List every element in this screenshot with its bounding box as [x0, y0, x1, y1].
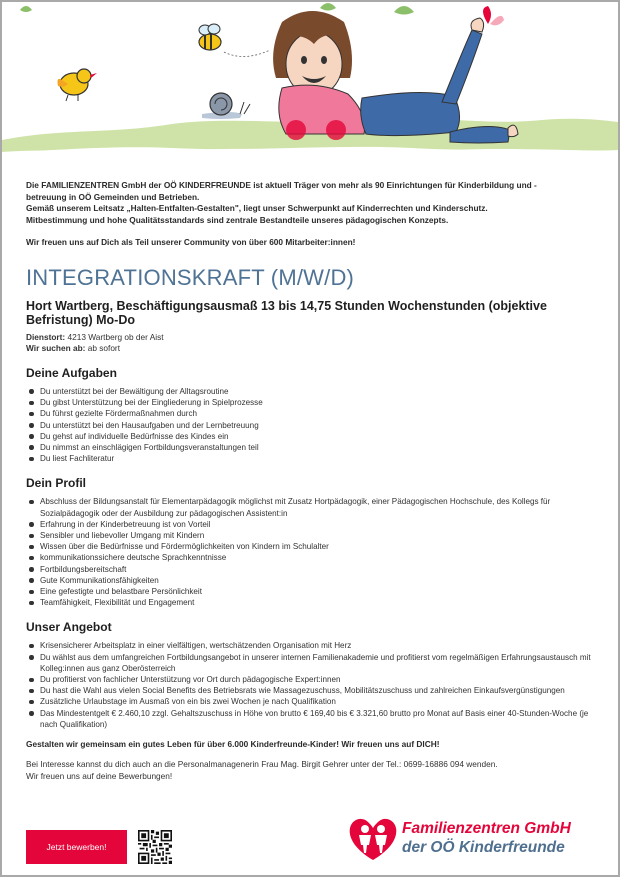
list-item: Krisensicherer Arbeitsplatz in einer vielfältigen, wertschätzenden Organisation mit Herz	[40, 640, 596, 651]
tasks-list	[26, 386, 596, 464]
location-label: Dienstort:	[26, 331, 66, 342]
list-item: Eine gefestigte und belastbare Persönlichkeit	[40, 586, 596, 597]
job-subtitle: Hort Wartberg, Beschäftigungsausmaß 13 bis 14,75 Stunden Wochenstunden (objektive Befristung) Mo-Do	[26, 298, 547, 327]
company-logo	[348, 816, 598, 862]
list-item: Zusätzliche Urlaubstage im Ausmaß von ein bis zwei Wochen je nach Qualifikation	[40, 696, 596, 707]
list-item: Abschluss der Bildungsanstalt für Elementarpädagogik möglichst mit Zusatz Hortpädagogik, einer Pädagogischen Hochschule, des Kollegs für Sozialpädagogik oder der Ausbildung zur pädagogischen Assistent:in	[40, 496, 596, 518]
list-item: Du gibst Unterstützung bei der Eingliederung in Spielprozesse	[40, 397, 596, 408]
profile-list	[26, 496, 596, 608]
list-item: Teamfähigkeit, Flexibilität und Engagement	[40, 597, 596, 608]
intro-text	[26, 180, 596, 226]
profile-heading: Dein Profil	[26, 476, 87, 491]
logo-text-line2: der OÖ Kinderfreunde	[402, 839, 565, 856]
leaf-top-left	[20, 6, 32, 12]
list-item: Erfahrung in der Kinderbetreuung ist von Vorteil	[40, 519, 596, 530]
contact-text	[26, 759, 596, 782]
family-logo-icon	[348, 816, 398, 862]
start-label: Wir suchen ab:	[26, 342, 86, 353]
list-item: Du führst gezielte Fördermaßnahmen durch	[40, 408, 596, 419]
list-item: Das Mindestentgelt € 2.460,10 zzgl. Gehaltszuschuss in Höhe von brutto € 169,40 bis € 3.321,60 brutto pro Monat auf Basis einer 40-Stunden-Woche (je nach Qualifikation)	[40, 708, 596, 730]
job-location	[26, 332, 596, 343]
apply-button[interactable]: Jetzt bewerben!	[26, 830, 127, 864]
list-item: Gute Kommunikationsfähigkeiten	[40, 575, 596, 586]
list-item: Du unterstützt bei den Hausaufgaben und der Lernbetreuung	[40, 420, 596, 431]
hero-illustration	[2, 2, 618, 170]
list-item: Wissen über die Bedürfnisse und Fördermöglichkeiten von Kindern im Schulalter	[40, 541, 596, 552]
intro-line: Die FAMILIENZENTREN GmbH der OÖ KINDERFREUNDE ist aktuell Träger von mehr als 90 Einrichtungen für Kinderbildung und -	[26, 180, 537, 190]
job-start	[26, 343, 596, 354]
list-item: Du nimmst an einschlägigen Fortbildungsveranstaltungen teil	[40, 442, 596, 453]
leaf-top-mid	[320, 3, 336, 11]
offer-list	[26, 640, 596, 730]
intro-line: Gemäß unserem Leitsatz „Halten-Entfalten-Gestalten", liegt unser Schwerpunkt auf Kinderrechten und Kinderschutz.	[26, 203, 488, 214]
leaf-top-right	[394, 6, 414, 15]
list-item: kommunikationssichere deutsche Sprachkenntnisse	[40, 552, 596, 563]
bird-icon	[58, 69, 98, 101]
job-title: INTEGRATIONSKRAFT (M/W/D)	[26, 264, 355, 290]
list-item: Sensibler und liebevoller Umgang mit Kindern	[40, 530, 596, 541]
butterfly-icon	[483, 6, 504, 25]
snail-icon	[202, 93, 250, 119]
main-content	[26, 180, 596, 782]
community-text: Wir freuen uns auf Dich als Teil unserer Community von über 600 Mitarbeiter:innen!	[26, 237, 356, 248]
intro-line: betreuung in OÖ Gemeinden und Betrieben.	[26, 191, 200, 202]
bee-icon	[199, 24, 270, 57]
logo-text-line1: Familienzentren GmbH	[402, 820, 571, 837]
list-item: Du gehst auf individuelle Bedürfnisse des Kindes ein	[40, 431, 596, 442]
tasks-heading: Deine Aufgaben	[26, 365, 117, 380]
qr-code-icon[interactable]	[138, 830, 172, 864]
intro-line: Mitbestimmung und hohe Qualitätsstandards sind zentrale Bestandteile unseres pädagogischen Konzepts.	[26, 214, 449, 225]
list-item: Du wählst aus dem umfangreichen Fortbildungsangebot in unserer internen Familienakademie und profitierst vom regelmäßigen Erfahrungsaustausch mit Kolleg:innen aus ganz Oberösterreich	[40, 652, 596, 674]
list-item: Du profitierst von fachlicher Unterstützung vor Ort durch pädagogische Expert:innen	[40, 674, 596, 685]
contact-line: Bei Interesse kannst du dich auch an die Personalmanagenerin Frau Mag. Birgit Gehrer unter der Tel.: 0699-16886 094 wenden.	[26, 759, 498, 770]
offer-heading: Unser Angebot	[26, 620, 112, 635]
list-item: Du liest Fachliteratur	[40, 453, 596, 464]
list-item: Fortbildungsbereitschaft	[40, 564, 596, 575]
contact-line: Wir freuen uns auf deine Bewerbungen!	[26, 770, 173, 781]
closing-text: Gestalten wir gemeinsam ein gutes Leben für über 6.000 Kinderfreunde-Kinder! Wir freuen uns auf DICH!	[26, 739, 440, 750]
list-item: Du hast die Wahl aus vielen Social Benefits des Betriebsrats wie Massagezuschuss, Mobilitätszuschuss und zahlreichen Einkaufsvergünstigungen	[40, 685, 596, 696]
list-item: Du unterstützt bei der Bewältigung der Alltagsroutine	[40, 386, 596, 397]
start-value: ab sofort	[87, 342, 121, 353]
location-value: 4213 Wartberg ob der Aist	[67, 331, 164, 342]
